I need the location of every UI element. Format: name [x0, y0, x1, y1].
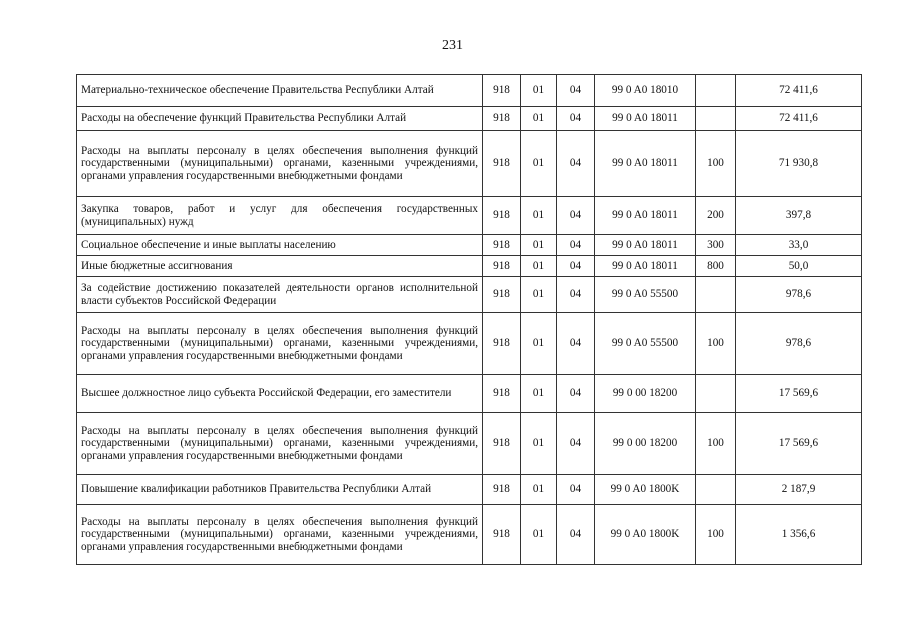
- expense-type-code: 100: [696, 131, 736, 197]
- section-code: 01: [521, 131, 557, 197]
- expense-type-code: [696, 475, 736, 505]
- amount: 2 187,9: [736, 475, 862, 505]
- subsection-code: 04: [557, 475, 595, 505]
- subsection-code: 04: [557, 256, 595, 277]
- table-row: [77, 235, 862, 256]
- table-row: [77, 131, 862, 197]
- page-number: 231: [442, 38, 463, 53]
- department-code: 918: [483, 131, 521, 197]
- target-article-code: 99 0 A0 18011: [595, 197, 696, 235]
- table-row: [77, 413, 862, 475]
- department-code: 918: [483, 256, 521, 277]
- subsection-code: 04: [557, 197, 595, 235]
- department-code: 918: [483, 475, 521, 505]
- amount: 72 411,6: [736, 75, 862, 107]
- section-code: 01: [521, 277, 557, 313]
- section-code: 01: [521, 75, 557, 107]
- row-description: Расходы на обеспечение функций Правительства Республики Алтай: [77, 107, 483, 131]
- section-code: 01: [521, 505, 557, 565]
- amount: 978,6: [736, 277, 862, 313]
- row-description: Расходы на выплаты персоналу в целях обеспечения выполнения функций государственными (муниципальными) органами, казенными учреждениями, органами управления государственными внебюджетными фондами: [77, 313, 483, 375]
- row-description: За содействие достижению показателей деятельности органов исполнительной власти субъектов Российской Федерации: [77, 277, 483, 313]
- expense-type-code: 100: [696, 413, 736, 475]
- target-article-code: 99 0 00 18200: [595, 375, 696, 413]
- section-code: 01: [521, 107, 557, 131]
- subsection-code: 04: [557, 131, 595, 197]
- amount: 397,8: [736, 197, 862, 235]
- row-description: Высшее должностное лицо субъекта Российской Федерации, его заместители: [77, 375, 483, 413]
- section-code: 01: [521, 475, 557, 505]
- department-code: 918: [483, 313, 521, 375]
- amount: 33,0: [736, 235, 862, 256]
- department-code: 918: [483, 75, 521, 107]
- subsection-code: 04: [557, 107, 595, 131]
- expense-type-code: 100: [696, 313, 736, 375]
- amount: 50,0: [736, 256, 862, 277]
- table-row: [77, 375, 862, 413]
- subsection-code: 04: [557, 413, 595, 475]
- row-description: Расходы на выплаты персоналу в целях обеспечения выполнения функций государственными (муниципальными) органами, казенными учреждениями, органами управления государственными внебюджетными фондами: [77, 413, 483, 475]
- table-row: [77, 505, 862, 565]
- expense-type-code: [696, 375, 736, 413]
- target-article-code: 99 0 A0 18011: [595, 256, 696, 277]
- expense-type-code: 800: [696, 256, 736, 277]
- row-description: Расходы на выплаты персоналу в целях обеспечения выполнения функций государственными (муниципальными) органами, казенными учреждениями, органами управления государственными внебюджетными фондами: [77, 505, 483, 565]
- table-row: [77, 475, 862, 505]
- department-code: 918: [483, 107, 521, 131]
- department-code: 918: [483, 197, 521, 235]
- table-row: [77, 107, 862, 131]
- row-description: Материально-техническое обеспечение Правительства Республики Алтай: [77, 75, 483, 107]
- subsection-code: 04: [557, 375, 595, 413]
- subsection-code: 04: [557, 313, 595, 375]
- amount: 72 411,6: [736, 107, 862, 131]
- amount: 978,6: [736, 313, 862, 375]
- target-article-code: 99 0 A0 18010: [595, 75, 696, 107]
- expense-type-code: [696, 75, 736, 107]
- expense-type-code: 300: [696, 235, 736, 256]
- table-row: [77, 277, 862, 313]
- section-code: 01: [521, 413, 557, 475]
- target-article-code: 99 0 A0 18011: [595, 131, 696, 197]
- row-description: Закупка товаров, работ и услуг для обеспечения государственных (муниципальных) нужд: [77, 197, 483, 235]
- target-article-code: 99 0 A0 55500: [595, 313, 696, 375]
- target-article-code: 99 0 A0 55500: [595, 277, 696, 313]
- department-code: 918: [483, 235, 521, 256]
- section-code: 01: [521, 375, 557, 413]
- row-description: Социальное обеспечение и иные выплаты населению: [77, 235, 483, 256]
- row-description: Расходы на выплаты персоналу в целях обеспечения выполнения функций государственными (муниципальными) органами, казенными учреждениями, органами управления государственными внебюджетными фондами: [77, 131, 483, 197]
- target-article-code: 99 0 A0 18011: [595, 107, 696, 131]
- target-article-code: 99 0 00 18200: [595, 413, 696, 475]
- section-code: 01: [521, 197, 557, 235]
- amount: 17 569,6: [736, 375, 862, 413]
- department-code: 918: [483, 505, 521, 565]
- subsection-code: 04: [557, 75, 595, 107]
- table-row: [77, 75, 862, 107]
- expense-type-code: 100: [696, 505, 736, 565]
- department-code: 918: [483, 413, 521, 475]
- department-code: 918: [483, 277, 521, 313]
- target-article-code: 99 0 A0 1800K: [595, 475, 696, 505]
- table-row: [77, 256, 862, 277]
- expense-type-code: [696, 107, 736, 131]
- table-row: [77, 313, 862, 375]
- row-description: Повышение квалификации работников Правительства Республики Алтай: [77, 475, 483, 505]
- amount: 71 930,8: [736, 131, 862, 197]
- target-article-code: 99 0 A0 18011: [595, 235, 696, 256]
- amount: 17 569,6: [736, 413, 862, 475]
- subsection-code: 04: [557, 235, 595, 256]
- subsection-code: 04: [557, 505, 595, 565]
- subsection-code: 04: [557, 277, 595, 313]
- row-description: Иные бюджетные ассигнования: [77, 256, 483, 277]
- department-code: 918: [483, 375, 521, 413]
- section-code: 01: [521, 235, 557, 256]
- target-article-code: 99 0 A0 1800K: [595, 505, 696, 565]
- expense-type-code: 200: [696, 197, 736, 235]
- budget-table: [76, 74, 862, 565]
- expense-type-code: [696, 277, 736, 313]
- section-code: 01: [521, 313, 557, 375]
- amount: 1 356,6: [736, 505, 862, 565]
- table-row: [77, 197, 862, 235]
- section-code: 01: [521, 256, 557, 277]
